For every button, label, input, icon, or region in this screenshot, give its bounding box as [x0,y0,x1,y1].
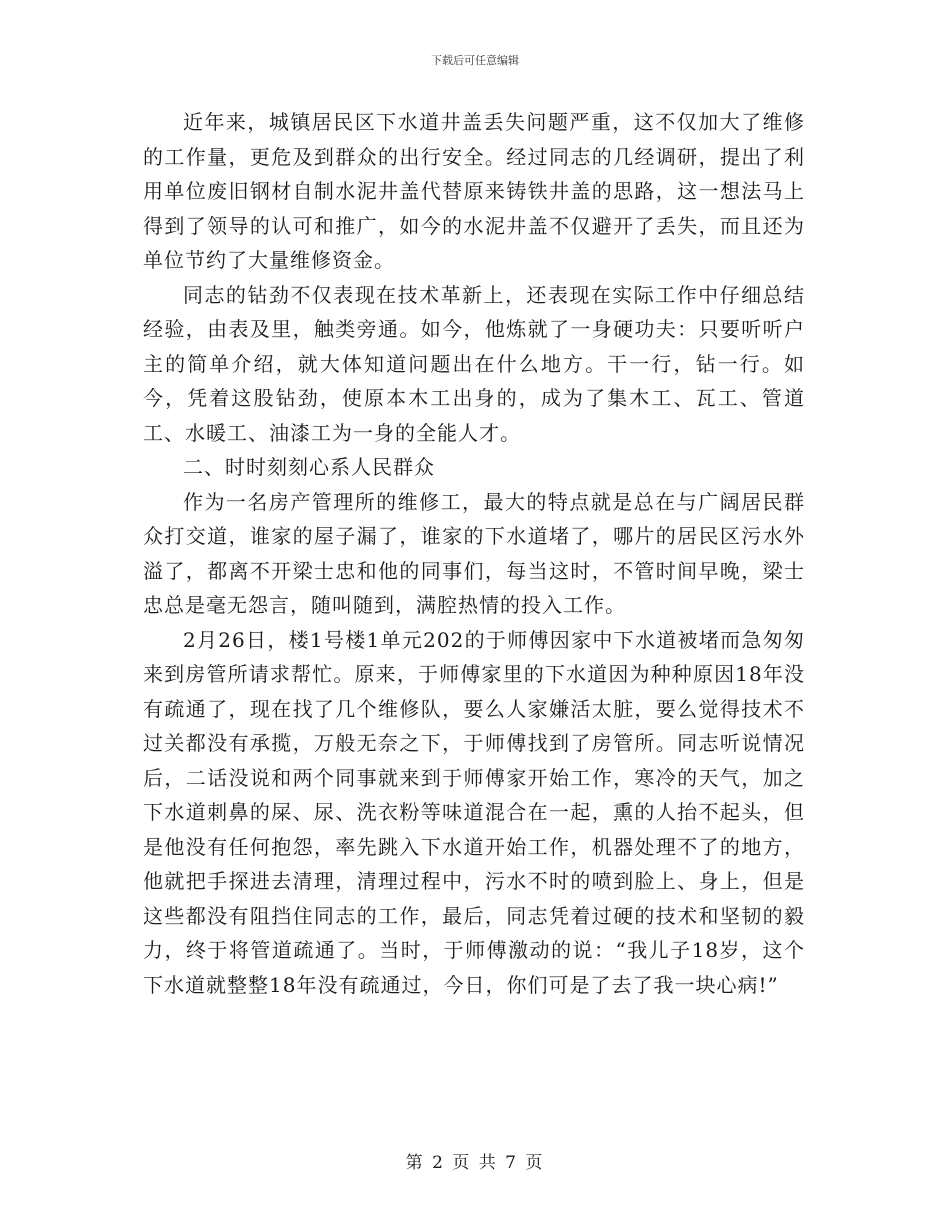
paragraph-manhole-cover: 近年来，城镇居民区下水道井盖丢失问题严重，这不仅加大了维修的工作量，更危及到群众的出行安全。经过同志的几经调研，提出了利用单位废旧钢材自制水泥井盖代替原来铸铁井盖的思路，这一想法马上得到了领导的认可和推广，如今的水泥井盖不仅避开了丢失，而且还为单位节约了大量维修资金。 [143,110,805,272]
page-number: 第 2 页 共 7 页 [405,1153,545,1173]
document-body [143,105,805,1002]
header-note: 下载后可任意编辑 [431,54,519,67]
page-header [0,54,950,68]
paragraph-drain-story: 2月26日，楼1号楼1单元202的于师傅因家中下水道被堵而急匆匆来到房管所请求帮忙。原来，于师傅家里的下水道因为种种原因18年没有疏通了，现在找了几个维修队，要么人家嫌活太脏，要么觉得技术不过关都没有承揽，万般无奈之下，于师傅找到了房管所。同志听说情况后，二话没说和两个同事就来到于师傅家开始工作，寒冷的天气，加之下水道刺鼻的屎、尿、洗衣粉等味道混合在一起，熏的人抬不起头，但是他没有任何抱怨，率先跳入下水道开始工作，机器处理不了的地方，他就把手探进去清理，清理过程中，污水不时的喷到脸上、身上，但是这些都没有阻挡住同志的工作，最后，同志凭着过硬的技术和坚韧的毅力，终于将管道疏通了。当时，于师傅激动的说：“我儿子18岁，这个下水道就整整18年没有疏通过，今日，你们可是了去了我一块心病!” [143,627,805,997]
paragraph-skills: 同志的钻劲不仅表现在技术革新上，还表现在实际工作中仔细总结经验，由表及里，触类旁通。如今，他炼就了一身硬功夫：只要听听户主的简单介绍，就大体知道问题出在什么地方。干一行，钻一行。如今，凭着这股钻劲，使原本木工出身的，成为了集木工、瓦工、管道工、水暖工、油漆工为一身的全能人才。 [143,282,805,445]
page-footer [0,1152,950,1174]
section-heading: 二、时时刻刻心系人民群众 [183,455,435,479]
paragraph-residents: 作为一名房产管理所的维修工，最大的特点就是总在与广阔居民群众打交道，谁家的屋子漏了，谁家的下水道堵了，哪片的居民区污水外溢了，都离不开梁士忠和他的同事们，每当这时，不管时间早晚，梁士忠总是毫无怨言，随叫随到，满腔热情的投入工作。 [143,489,805,617]
